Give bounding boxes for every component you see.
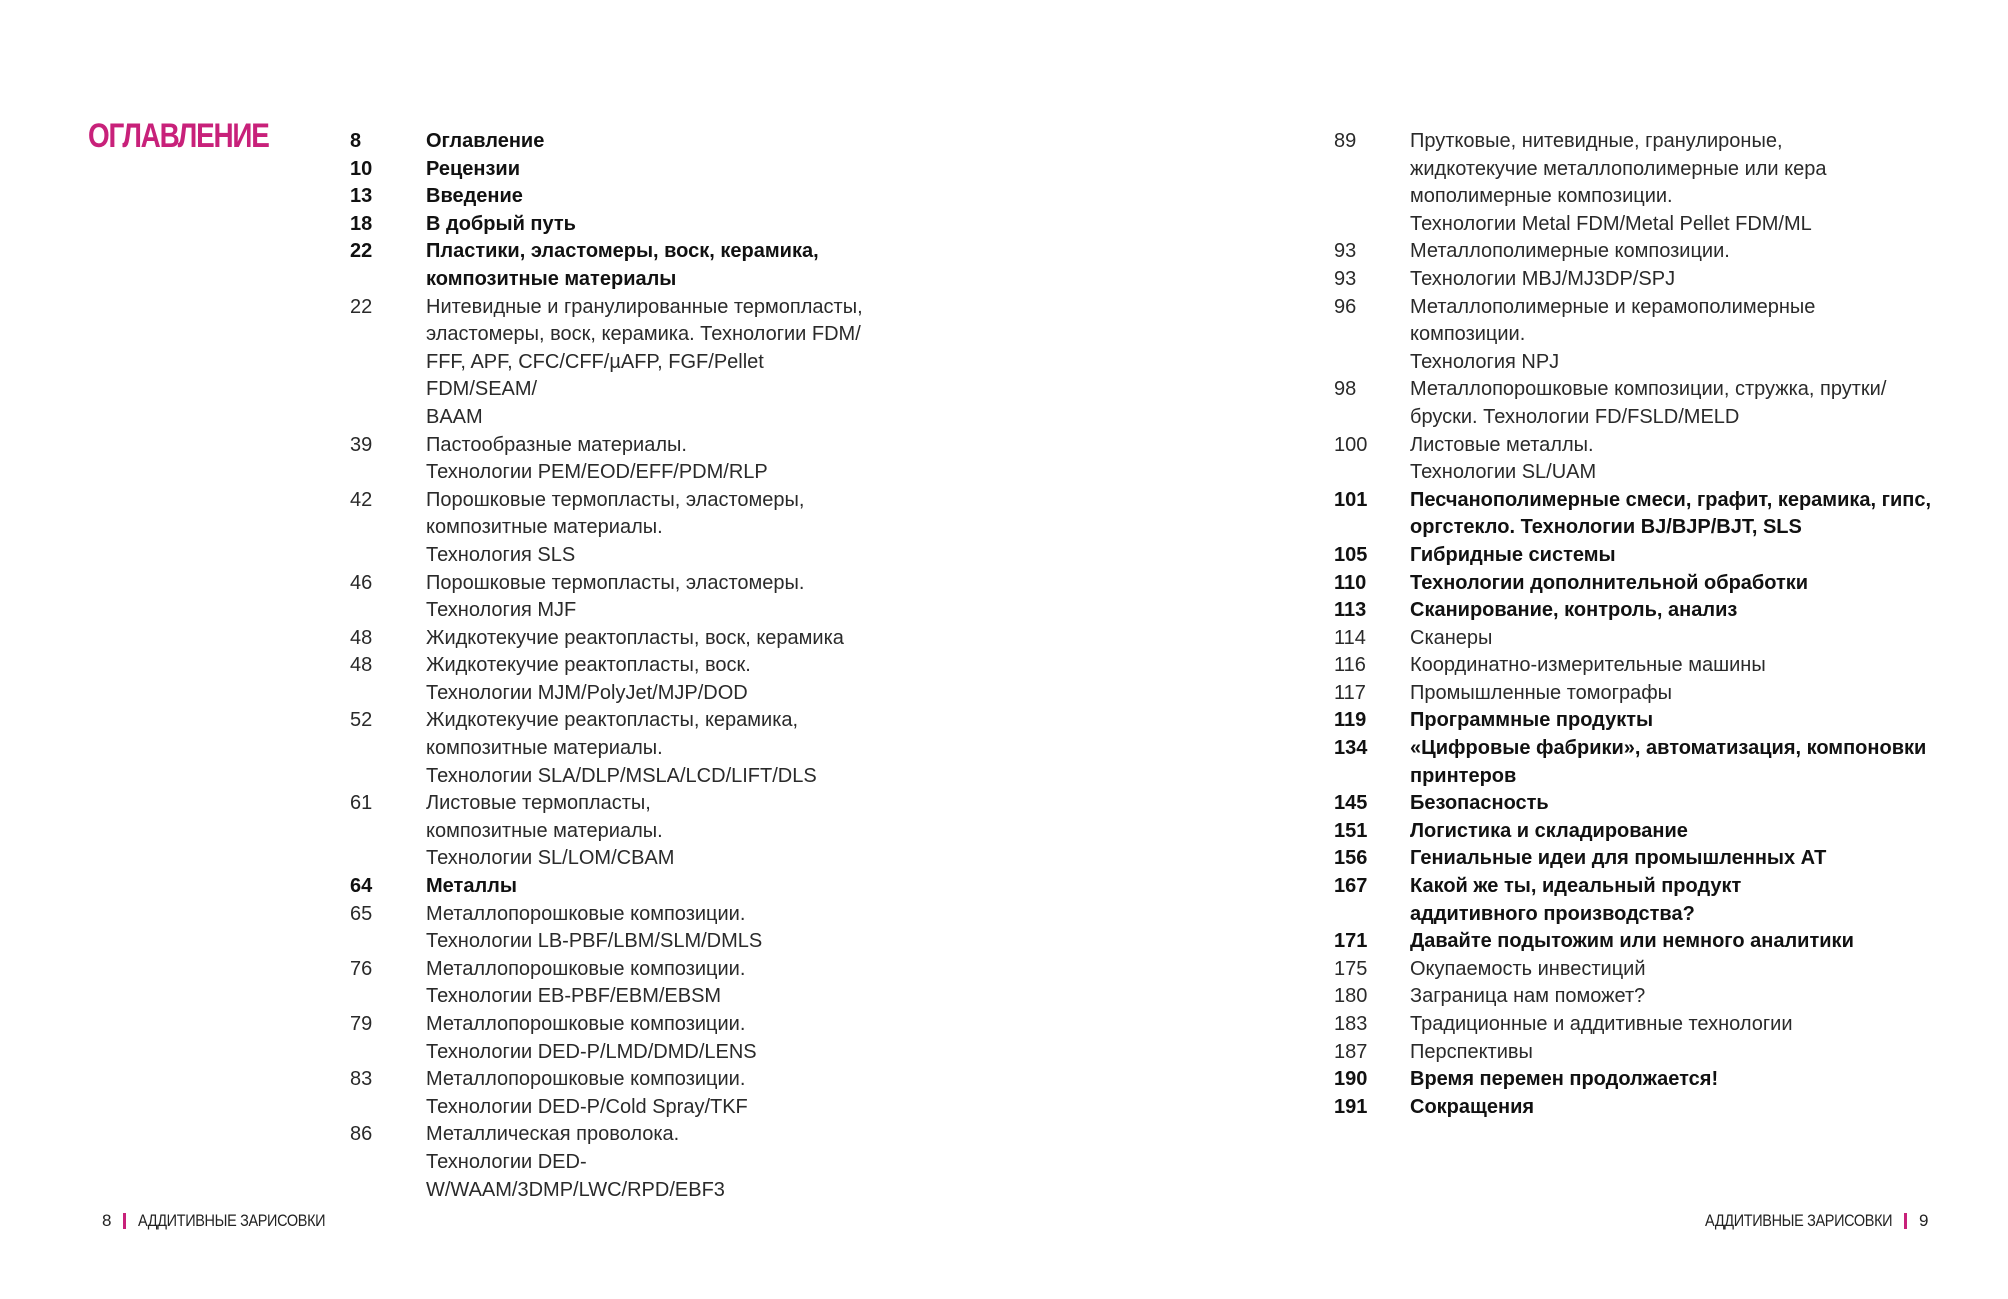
toc-entry[interactable] <box>1334 1011 1934 1039</box>
page-number: 8 <box>102 1211 112 1230</box>
footer-separator <box>1904 1213 1907 1229</box>
toc-entry[interactable] <box>1334 652 1934 680</box>
toc-entry-title: Прутковые, нитевидные, гранулироные, жидкотекучие металлополимерные или кера мополимерные композиции. Технологии Metal FDM/Metal Pellet FDM/ML <box>1410 130 1827 235</box>
toc-entry-title: Металлы <box>426 875 517 898</box>
toc-entry-page: 64 <box>350 875 373 898</box>
toc-entry-title: «Цифровые фабрики», автоматизация, компоновки принтеров <box>1410 737 1927 787</box>
toc-entry-title: Введение <box>426 185 523 208</box>
toc-entry[interactable] <box>1334 873 1934 928</box>
toc-entry-title: Технологии дополнительной обработки <box>1410 571 1809 594</box>
toc-entry-page: 167 <box>1334 875 1368 898</box>
toc-entry[interactable] <box>1334 625 1934 653</box>
toc-entry-title: Листовые термопласты, композитные материалы. Технологии SL/LOM/CBAM <box>426 792 675 870</box>
toc-entry-title: Металлическая проволока. Технологии DED-W/WAAM/3DMP/LWC/RPD/EBF3 <box>426 1123 725 1201</box>
toc-entry-page: 105 <box>1334 543 1368 566</box>
toc-entry-title: Технологии MBJ/MJ3DP/SPJ <box>1410 267 1676 290</box>
toc-entry[interactable] <box>350 487 870 570</box>
toc-entry-page: 156 <box>1334 847 1368 870</box>
toc-entry[interactable] <box>1334 735 1934 790</box>
toc-entry-title: Жидкотекучие реактопласты, керамика, композитные материалы. Технологии SLA/DLP/MSLA/LCD/LIFT/DLS <box>426 709 817 787</box>
toc-entry-page: 39 <box>350 433 373 456</box>
toc-entry[interactable] <box>350 570 870 625</box>
toc-entry-page: 98 <box>1334 378 1357 401</box>
toc-entry-title: Давайте подытожим или немного аналитики <box>1410 930 1854 953</box>
toc-entry[interactable] <box>1334 266 1934 294</box>
toc-entry-title: Заграница нам поможет? <box>1410 985 1646 1008</box>
toc-entry-page: 10 <box>350 157 373 180</box>
toc-entry[interactable] <box>1334 376 1934 431</box>
right-page <box>1004 0 2008 1299</box>
toc-entry-page: 180 <box>1334 985 1368 1008</box>
toc-entry-page: 110 <box>1334 571 1367 594</box>
toc-entry-page: 119 <box>1334 709 1367 732</box>
toc-entry-page: 191 <box>1334 1095 1368 1118</box>
toc-entry-page: 22 <box>350 295 373 318</box>
toc-entry[interactable] <box>1334 597 1934 625</box>
toc-entry-title: Гениальные идеи для промышленных АТ <box>1410 847 1827 870</box>
toc-entry-title: Жидкотекучие реактопласты, воск. Технологии MJM/PolyJet/MJP/DOD <box>426 654 751 704</box>
footer-separator <box>123 1213 126 1229</box>
toc-entry-page: 46 <box>350 571 373 594</box>
toc-entry-title: Время перемен продолжается! <box>1410 1068 1719 1091</box>
toc-entry[interactable] <box>350 1121 870 1204</box>
toc-list-left <box>350 128 870 1204</box>
toc-entry-page: 48 <box>350 654 373 677</box>
toc-entry-page: 116 <box>1334 654 1366 677</box>
toc-entry-page: 134 <box>1334 737 1368 760</box>
toc-entry-title: Порошковые термопласты, эластомеры, композитные материалы. Технология SLS <box>426 488 805 566</box>
toc-entry[interactable] <box>350 211 870 239</box>
toc-entry-title: Какой же ты, идеальный продукт аддитивного производства? <box>1410 875 1742 925</box>
toc-entry-title: Промышленные томографы <box>1410 681 1673 704</box>
toc-entry[interactable] <box>1334 1066 1934 1094</box>
toc-entry[interactable] <box>350 707 870 790</box>
toc-entry[interactable] <box>350 183 870 211</box>
toc-entry-page: 93 <box>1334 240 1357 263</box>
toc-entry[interactable] <box>350 1011 870 1066</box>
running-title: АДДИТИВНЫЕ ЗАРИСОВКИ <box>138 1211 326 1230</box>
toc-entry-title: Окупаемость инвестиций <box>1410 957 1646 980</box>
page-footer-right <box>1672 1211 1928 1231</box>
toc-entry-title: Гибридные системы <box>1410 543 1616 566</box>
toc-entry-page: 8 <box>350 130 362 152</box>
toc-entry-page: 18 <box>350 212 373 235</box>
toc-entry-title: Металлопорошковые композиции, стружка, прутки/ бруски. Технологии FD/FSLD/MELD <box>1410 378 1887 428</box>
toc-entry[interactable] <box>350 652 870 707</box>
toc-entry-title: Листовые металлы. Технологии SL/UAM <box>1410 433 1597 484</box>
toc-entry[interactable] <box>1334 680 1934 708</box>
toc-entry[interactable] <box>1334 570 1934 598</box>
toc-entry-title: Оглавление <box>426 130 545 152</box>
toc-entry[interactable] <box>1334 432 1934 487</box>
toc-entry[interactable] <box>1334 818 1934 846</box>
toc-entry-page: 89 <box>1334 130 1357 152</box>
toc-entry-page: 145 <box>1334 792 1368 815</box>
toc-entry[interactable] <box>350 294 870 432</box>
toc-entry[interactable] <box>1334 238 1934 266</box>
toc-entry-page: 96 <box>1334 295 1357 318</box>
toc-entry-page: 183 <box>1334 1013 1368 1035</box>
toc-entry-page: 61 <box>350 792 373 815</box>
toc-entry-page: 100 <box>1334 433 1368 456</box>
toc-entry-page: 190 <box>1334 1068 1368 1091</box>
toc-entry[interactable] <box>350 128 870 156</box>
toc-heading: ОГЛАВЛЕНИЕ <box>88 117 269 155</box>
toc-entry-page: 65 <box>350 902 373 925</box>
toc-entry[interactable] <box>350 901 870 956</box>
toc-entry-title: Рецензии <box>426 157 520 180</box>
toc-entry-page: 113 <box>1334 599 1367 622</box>
toc-entry-title: Традиционные и аддитивные технологии <box>1410 1013 1793 1035</box>
toc-entry-title: Порошковые термопласты, эластомеры. Технология MJF <box>426 571 805 622</box>
running-title: АДДИТИВНЫЕ ЗАРИСОВКИ <box>1704 1211 1892 1230</box>
toc-entry[interactable] <box>350 1066 870 1121</box>
toc-entry-title: Металлопорошковые композиции. Технологии DED-P/LMD/DMD/LENS <box>426 1013 757 1063</box>
toc-entry[interactable] <box>350 790 870 873</box>
toc-entry-page: 52 <box>350 709 373 732</box>
toc-entry-title: Логистика и складирование <box>1410 819 1688 842</box>
toc-entry[interactable] <box>1334 294 1934 377</box>
toc-entry-page: 93 <box>1334 267 1357 290</box>
toc-entry-page: 117 <box>1334 681 1366 704</box>
toc-entry[interactable] <box>350 625 870 653</box>
toc-entry-page: 76 <box>350 957 373 980</box>
toc-entry-title: Сокращения <box>1410 1095 1535 1118</box>
toc-entry-title: Металлопорошковые композиции. Технологии LB-PBF/LBM/SLM/DMLS <box>426 902 763 953</box>
toc-entry-title: Сканеры <box>1410 626 1493 649</box>
toc-entry[interactable] <box>1334 956 1934 984</box>
toc-entry[interactable] <box>350 238 870 293</box>
toc-entry-page: 13 <box>350 185 373 208</box>
toc-entry-page: 175 <box>1334 957 1368 980</box>
toc-entry[interactable] <box>350 156 870 184</box>
toc-entry-page: 83 <box>350 1068 373 1091</box>
toc-entry-title: Координатно-измерительные машины <box>1410 654 1766 677</box>
toc-entry-page: 101 <box>1334 488 1368 511</box>
toc-entry[interactable] <box>350 956 870 1011</box>
toc-entry-title: Пластики, эластомеры, воск, керамика, композитные материалы <box>426 240 819 290</box>
toc-entry-title: Жидкотекучие реактопласты, воск, керамика <box>426 626 844 649</box>
toc-entry-title: Металлопорошковые композиции. Технологии DED-P/Cold Spray/TKF <box>426 1068 748 1118</box>
toc-entry-title: Программные продукты <box>1410 709 1654 732</box>
toc-entry[interactable] <box>1334 845 1934 873</box>
toc-entry-page: 42 <box>350 488 373 511</box>
toc-entry-page: 114 <box>1334 626 1366 649</box>
toc-entry[interactable] <box>1334 1039 1934 1067</box>
toc-entry[interactable] <box>1334 790 1934 818</box>
toc-entry[interactable] <box>1334 707 1934 735</box>
toc-entry-title: Перспективы <box>1410 1040 1533 1063</box>
page-footer-left <box>102 1211 358 1231</box>
toc-entry-page: 79 <box>350 1013 373 1035</box>
toc-entry-title: Металлополимерные и керамополимерные композиции. Технология NPJ <box>1410 295 1816 373</box>
toc-entry-title: Нитевидные и гранулированные термопласты, эластомеры, воск, керамика. Технологии FDM/ FFF, APF, CFC/CFF/µAFP, FGF/Pellet FDM/SEAM/ BAAM <box>426 295 863 428</box>
toc-entry-title: Пастообразные материалы. Технологии PEM/EOD/EFF/PDM/RLP <box>426 433 768 484</box>
toc-entry[interactable] <box>1334 983 1934 1011</box>
toc-entry-title: Металлополимерные композиции. <box>1410 240 1730 263</box>
toc-entry-title: Песчанополимерные смеси, графит, керамика, гипс, оргстекло. Технологии BJ/BJP/BJT, SLS <box>1410 488 1932 539</box>
toc-entry-page: 187 <box>1334 1040 1368 1063</box>
page-number: 9 <box>1918 1211 1928 1230</box>
toc-entry[interactable] <box>350 432 870 487</box>
toc-entry[interactable] <box>1334 542 1934 570</box>
toc-entry-title: В добрый путь <box>426 212 576 235</box>
toc-entry[interactable] <box>1334 928 1934 956</box>
toc-entry[interactable] <box>350 873 870 901</box>
toc-entry-page: 171 <box>1334 930 1368 953</box>
toc-entry[interactable] <box>1334 1094 1934 1122</box>
toc-entry-title: Металлопорошковые композиции. Технологии EB-PBF/EBM/EBSM <box>426 957 746 1008</box>
toc-entry-title: Сканирование, контроль, анализ <box>1410 599 1738 622</box>
toc-entry[interactable] <box>1334 487 1934 542</box>
toc-entry-page: 151 <box>1334 819 1368 842</box>
toc-list-right <box>1334 128 1934 1121</box>
toc-entry-page: 86 <box>350 1123 373 1146</box>
toc-entry[interactable] <box>1334 128 1934 238</box>
toc-entry-title: Безопасность <box>1410 792 1549 815</box>
toc-entry-page: 48 <box>350 626 373 649</box>
toc-entry-page: 22 <box>350 240 373 263</box>
